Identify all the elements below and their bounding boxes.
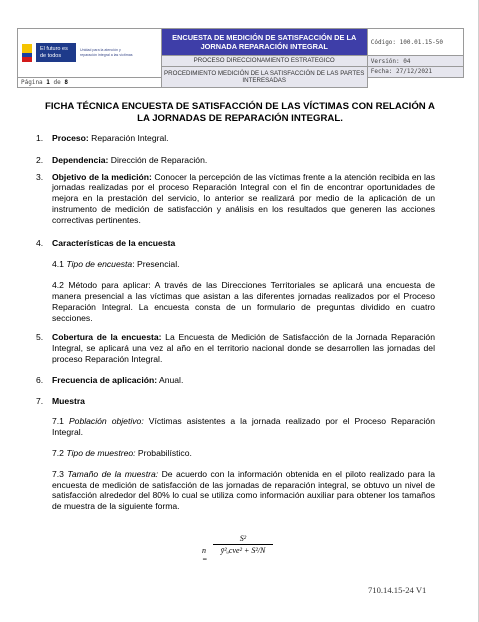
formula-lhs: n = bbox=[202, 546, 208, 564]
section-7-2: 7.2 Tipo de muestreo: Probabilístico. bbox=[52, 447, 192, 458]
header-date: Fecha: 27/12/2021 bbox=[367, 67, 463, 77]
colombia-flag-icon bbox=[22, 44, 32, 62]
header-code: Código: 100.01.15-50 bbox=[367, 29, 463, 56]
formula-numerator: S² bbox=[213, 534, 273, 545]
list-item-frecuencia: 6. Frecuencia de aplicación: Anual. bbox=[36, 374, 184, 385]
header-page: Página 1 de 8 bbox=[18, 77, 162, 87]
document-title: FICHA TÉCNICA ENCUESTA DE SATISFACCIÓN DE LAS VÍCTIMAS CON RELACIÓN A LA JORNADAS DE REPARACIÓN INTEGRAL. bbox=[45, 101, 435, 124]
list-item-cobertura: 5. Cobertura de la encuesta: La Encuesta de Medición de Satisfacción de la Jornada Reparación Integral, se aplicará una vez al año en el territorio nacional donde se desarrollen las jornadas del proceso Reparación Integral. bbox=[36, 332, 435, 364]
formula-fraction bbox=[213, 534, 273, 555]
header-process: PROCESO DIRECCIONAMIENTO ESTRATEGICO bbox=[161, 56, 367, 67]
document-body bbox=[36, 133, 435, 512]
list-item-muestra: 7. Muestra bbox=[36, 395, 85, 406]
page-total: 8 bbox=[64, 78, 68, 86]
list-item-caracteristicas: 4. Características de la encuesta bbox=[36, 237, 176, 248]
section-7-3: 7.3 Tamaño de la muestra: De acuerdo con la información obtenida en el piloto realizado para la encuesta de medición de satisfacción de las jornadas de reparación integral, se obtuvo un nivel de satisfacción alrededor del 80% lo cual se utiliza como información auxiliar para obtener los tamaños de muestra de la siguiente forma. bbox=[52, 468, 435, 512]
list-item-objetivo: 3. Objetivo de la medición: Conocer la percepción de las víctimas frente a la atención recibida en las jornadas realizadas por el proceso Reparación Integral con el fin de encontrar oportunidades de mejora en la prestación del servicio, lo anterior se realizará por medio de la aplicación de un instrumento de medición de satisfacción y análisis en los resultados que generen las acciones correctivas pertinentes. bbox=[36, 171, 436, 225]
document-header bbox=[17, 28, 464, 88]
list-item-dependencia: 2. Dependencia: Dirección de Reparación. bbox=[36, 154, 208, 165]
formula-denominator: ȳ²ᵤcve² + S²/N bbox=[220, 546, 266, 555]
section-4-2: 4.2 Método para aplicar: A través de las Direcciones Territoriales se aplicará una encuesta de manera presencial a las víctimas que asistan a las diferentes jornadas realizados por el Proceso Reparación Integral. La encuesta consta de un formulario de preguntas dividido en cuatro secciones. bbox=[52, 280, 435, 323]
logo-cell bbox=[18, 29, 162, 78]
government-logo bbox=[18, 29, 161, 77]
logo-entity-name: Unidad para la atención y reparación integral a las víctimas bbox=[80, 48, 133, 57]
list-item-proceso: 1. Proceso: Reparación Integral. bbox=[36, 133, 169, 143]
section-4-1: 4.1 Tipo de encuesta: Presencial. bbox=[52, 259, 180, 270]
header-version: Versión: 04 bbox=[367, 56, 463, 67]
document-footer-code: 710.14.15-24 V1 bbox=[368, 585, 427, 595]
section-7-1: 7.1 Población objetivo: Víctimas asistentes a la jornada realizado por el Proceso Reparación Integral. bbox=[52, 416, 435, 438]
logo-slogan: El futuro es de todos bbox=[36, 43, 76, 62]
header-procedure: PROCEDIMIENTO MEDICIÓN DE LA SATISFACCIÓN DE LAS PARTES INTERESADAS bbox=[161, 67, 367, 88]
header-title: ENCUESTA DE MEDICIÓN DE SATISFACCIÓN DE LA JORNADA REPARACIÓN INTEGRAL bbox=[161, 29, 367, 56]
page-number: 1 bbox=[46, 78, 50, 86]
